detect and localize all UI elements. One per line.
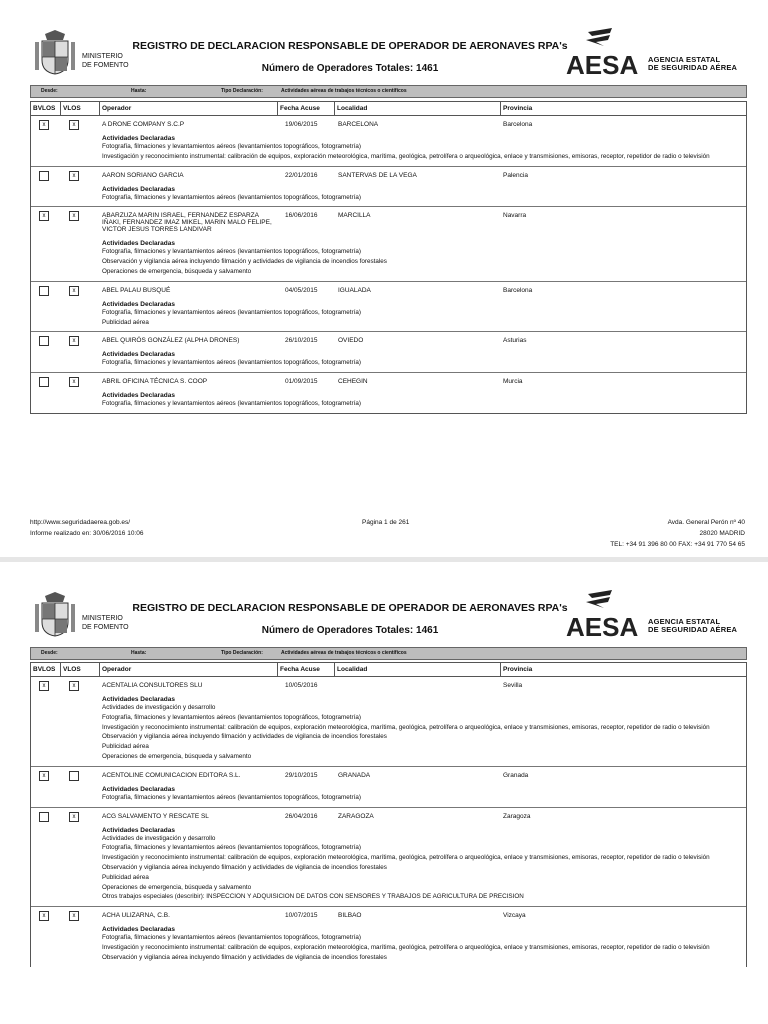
ministry-name: MINISTERIO DE FOMENTO <box>82 615 129 631</box>
filter-hasta: Hasta: <box>131 88 147 94</box>
activity-item: Investigación y reconocimiento instrumental: calibración de equipos, exploración meteorológica, marítima, geológica, petrolífera o arqueológica, enlace y transmisiones, emisoras, receptor, repetidor de radio o televisión <box>102 854 710 862</box>
activities-block <box>102 925 746 961</box>
localidad: BARCELONA <box>338 121 379 128</box>
record-row <box>31 677 746 767</box>
activities-title: Actividades Declaradas <box>102 696 175 703</box>
record-row <box>31 373 746 413</box>
col-fecha: Fecha Acuse <box>278 663 335 676</box>
activity-item: Fotografía, filmaciones y levantamientos aéreos (levantamientos topográficos, fotogrametría) <box>102 248 361 256</box>
activity-item: Fotografía, filmaciones y levantamientos aéreos (levantamientos topográficos, fotogrametría) <box>102 308 361 316</box>
bvlos-checkbox[interactable] <box>39 286 49 296</box>
bvlos-checkbox[interactable] <box>39 812 49 822</box>
records-list <box>30 116 747 414</box>
activities-block <box>102 350 746 367</box>
activity-item: Observación y vigilancia aérea incluyendo filmación y actividades de vigilancia de incendios forestales <box>102 953 387 961</box>
vlos-checkbox[interactable]: x <box>69 120 79 130</box>
vlos-checkbox[interactable] <box>69 771 79 781</box>
footer-address-line2: 28020 MADRID <box>699 530 745 537</box>
localidad: GRANADA <box>338 771 371 779</box>
operator-count: Número de Operadores Totales: 1461 <box>261 625 439 636</box>
filter-tipo-label: Tipo Declaración: <box>221 650 263 656</box>
col-provincia: Provincia <box>503 666 533 673</box>
bvlos-checkbox[interactable]: x <box>39 211 49 221</box>
filter-bar <box>30 647 747 660</box>
localidad: IGUALADA <box>338 286 371 294</box>
activities-block <box>102 826 746 902</box>
aesa-logo-icon <box>566 26 656 76</box>
record-row <box>31 808 746 908</box>
record-row <box>31 167 746 208</box>
operator-name: A DRONE COMPANY S.C.P <box>102 121 185 128</box>
localidad: OVIEDO <box>338 337 364 345</box>
activities-title: Actividades Declaradas <box>102 240 175 248</box>
page-header <box>0 0 768 85</box>
coat-of-arms-icon <box>33 590 77 638</box>
column-header <box>30 101 747 116</box>
activity-item: Actividades de investigación y desarrollo <box>102 704 216 711</box>
filter-bar <box>30 85 747 98</box>
col-localidad: Localidad <box>335 102 501 115</box>
operator-name: ACG SALVAMENTO Y RESCATE SL <box>102 812 209 820</box>
activities-title: Actividades Declaradas <box>102 185 175 193</box>
activities-block <box>102 695 746 761</box>
bvlos-checkbox[interactable]: x <box>39 681 49 691</box>
record-row <box>31 332 746 373</box>
activity-item: Actividades de investigación y desarrollo <box>102 834 216 842</box>
agency-name: AGENCIA ESTATAL DE SEGURIDAD AÉREA <box>648 55 738 72</box>
activity-item: Fotografía, filmaciones y levantamientos aéreos (levantamientos topográficos, fotogrametría) <box>102 934 361 942</box>
record-row <box>31 907 746 966</box>
fecha-acuse: 19/06/2015 <box>285 121 318 128</box>
activities-title: Actividades Declaradas <box>102 785 175 793</box>
activity-item: Fotografía, filmaciones y levantamientos aéreos (levantamientos topográficos, fotogrametría) <box>102 143 361 150</box>
aesa-logo-text: AESA <box>566 50 639 76</box>
activity-item: Operaciones de emergencia, búsqueda y salvamento <box>102 883 252 891</box>
activities-title: Actividades Declaradas <box>102 135 175 142</box>
activities-title: Actividades Declaradas <box>102 300 175 308</box>
provincia: Barcelona <box>503 286 533 294</box>
fecha-acuse: 22/01/2016 <box>285 171 318 179</box>
aesa-logo-icon <box>566 588 656 638</box>
fecha-acuse: 16/06/2016 <box>285 212 318 220</box>
bvlos-checkbox[interactable] <box>39 336 49 346</box>
record-row <box>31 767 746 808</box>
bvlos-checkbox[interactable] <box>39 377 49 387</box>
ministry-name: MINISTERIO DE FOMENTO <box>82 53 129 69</box>
activity-item: Fotografía, filmaciones y levantamientos aéreos (levantamientos topográficos, fotogrametría) <box>102 844 361 852</box>
localidad: CEHEGIN <box>338 378 368 386</box>
operator-name: ABEL PALAU BUSQUÉ <box>102 286 171 294</box>
vlos-checkbox[interactable]: x <box>69 911 79 921</box>
activity-item: Observación y vigilancia aérea incluyendo filmación y actividades de vigilancia de incendios forestales <box>102 258 387 266</box>
record-row <box>31 207 746 281</box>
fecha-acuse: 04/05/2015 <box>285 286 318 294</box>
fecha-acuse: 10/07/2015 <box>285 912 318 920</box>
provincia: Zaragoza <box>503 812 531 820</box>
provincia: Sevilla <box>503 682 523 689</box>
provincia: Palencia <box>503 171 528 179</box>
activities-block <box>102 391 746 408</box>
activities-block <box>102 300 746 327</box>
col-bvlos: BVLOS <box>31 102 61 115</box>
footer-page-number: Página 1 de 261 <box>362 519 410 526</box>
activity-item: Operaciones de emergencia, búsqueda y salvamento <box>102 752 252 760</box>
col-operador: Operador <box>100 102 278 115</box>
operator-name: ACHA ULIZARNA, C.B. <box>102 912 170 920</box>
localidad: SANTERVAS DE LA VEGA <box>338 171 417 179</box>
operator-count: Número de Operadores Totales: 1461 <box>261 63 439 74</box>
operator-name: AARON SORIANO GARCIA <box>102 171 184 179</box>
operator-name: ACENTOLINE COMUNICACION EDITORA S.L. <box>102 771 241 779</box>
vlos-checkbox[interactable]: x <box>69 286 79 296</box>
operator-name: ABEL QUIRÓS GONZÁLEZ (ALPHA DRONES) <box>102 337 240 345</box>
col-fecha: Fecha Acuse <box>278 102 335 115</box>
record-row <box>31 282 746 333</box>
filter-tipo-label: Tipo Declaración: <box>221 88 263 94</box>
fecha-acuse: 26/04/2016 <box>285 812 318 820</box>
activity-item: Fotografía, filmaciones y levantamientos aéreos (levantamientos topográficos, fotogrametría) <box>102 713 361 721</box>
vlos-checkbox[interactable]: x <box>69 171 79 181</box>
provincia: Asturias <box>503 337 527 345</box>
records-list <box>30 677 747 967</box>
report-title: REGISTRO DE DECLARACION RESPONSABLE DE OPERADOR DE AERONAVES RPA's <box>132 602 568 614</box>
operator-name: ABARZUZA MARIN ISRAEL, FERNANDEZ ESPARZA IÑAKI, FERNANDEZ IMAZ MIKEL, MARIN MALO FELIPE, VICTOR JESUS TORRES LANDIVAR <box>102 212 272 234</box>
bvlos-checkbox[interactable] <box>39 171 49 181</box>
col-localidad: Localidad <box>335 663 501 676</box>
vlos-checkbox[interactable]: x <box>69 211 79 221</box>
operator-name: ACENTALIA CONSULTORES SLU <box>102 682 203 689</box>
activities-block <box>102 185 746 202</box>
activities-block <box>102 239 746 275</box>
activity-item: Observación y vigilancia aérea incluyendo filmación y actividades de vigilancia de incendios forestales <box>102 863 387 871</box>
provincia: Granada <box>503 771 529 779</box>
footer-report-date: Informe realizado en: 30/06/2016 10:06 <box>30 530 144 537</box>
filter-desde: Desde: <box>41 88 58 94</box>
localidad: BILBAO <box>338 912 362 920</box>
provincia: Barcelona <box>503 121 533 128</box>
vlos-checkbox[interactable]: x <box>69 336 79 346</box>
activity-item: Publicidad aérea <box>102 873 149 881</box>
provincia: Vizcaya <box>503 912 526 920</box>
column-header <box>30 662 747 677</box>
vlos-checkbox[interactable]: x <box>69 812 79 822</box>
activities-title: Actividades Declaradas <box>102 926 175 934</box>
localidad: ZARAGOZA <box>338 812 374 820</box>
col-vlos: VLOS <box>61 102 100 115</box>
filter-desde: Desde: <box>41 650 58 656</box>
activities-title: Actividades Declaradas <box>102 351 175 359</box>
activities-block <box>102 785 746 802</box>
col-provincia: Provincia <box>503 105 533 112</box>
operator-name: ABRIL OFICINA TÉCNICA S. COOP <box>102 378 208 386</box>
fecha-acuse: 10/05/2016 <box>285 682 318 689</box>
aesa-logo-text: AESA <box>566 612 639 638</box>
footer-phone: TEL: +34 91 396 80 00 FAX: +34 91 770 54 65 <box>610 541 745 548</box>
activity-item: Publicidad aérea <box>102 318 149 326</box>
footer-address-line1: Avda. General Perón nº 40 <box>667 519 745 526</box>
coat-of-arms-icon <box>33 28 77 76</box>
report-page-2 <box>0 562 768 1024</box>
bvlos-checkbox[interactable]: x <box>39 771 49 781</box>
page-header <box>0 562 768 647</box>
activity-item: Fotografía, filmaciones y levantamientos aéreos (levantamientos topográficos, fotogrametría) <box>102 400 361 408</box>
bvlos-checkbox[interactable]: x <box>39 911 49 921</box>
activity-item: Investigación y reconocimiento instrumental: calibración de equipos, exploración meteorológica, marítima, geológica, petrolífera o arqueológica, enlace y transmisiones, emisoras, receptor, repetidor de radio o televisión <box>102 152 710 160</box>
provincia: Navarra <box>503 212 527 220</box>
filter-hasta: Hasta: <box>131 650 147 656</box>
activities-title: Actividades Declaradas <box>102 826 175 834</box>
activity-item: Publicidad aérea <box>102 743 149 751</box>
col-bvlos: BVLOS <box>31 663 61 676</box>
activity-item: Investigación y reconocimiento instrumental: calibración de equipos, exploración meteorológica, marítima, geológica, petrolífera o arqueológica, enlace y transmisiones, emisoras, receptor, repetidor de radio o televisión <box>102 723 710 731</box>
activity-item: Observación y vigilancia aérea incluyendo filmación y actividades de vigilancia de incendios forestales <box>102 733 387 741</box>
bvlos-checkbox[interactable]: x <box>39 120 49 130</box>
footer-url[interactable]: http://www.seguridadaerea.gob.es/ <box>30 519 131 526</box>
activity-item: Fotografía, filmaciones y levantamientos aéreos (levantamientos topográficos, fotogrametría) <box>102 359 361 367</box>
agency-name: AGENCIA ESTATAL DE SEGURIDAD AÉREA <box>648 617 738 634</box>
col-operador: Operador <box>100 663 278 676</box>
col-vlos: VLOS <box>61 663 100 676</box>
vlos-checkbox[interactable]: x <box>69 681 79 691</box>
activity-item: Fotografía, filmaciones y levantamientos aéreos (levantamientos topográficos, fotogrametría) <box>102 793 361 801</box>
activity-item: Otros trabajos especiales (describir): INSPECCION Y ADQUISICION DE DATOS CON SENSORES Y TRABAJOS DE AGRICULTURA DE PRECISION <box>102 893 524 901</box>
record-row <box>31 116 746 167</box>
report-title: REGISTRO DE DECLARACION RESPONSABLE DE OPERADOR DE AERONAVES RPA's <box>132 40 568 52</box>
fecha-acuse: 29/10/2015 <box>285 771 318 779</box>
fecha-acuse: 26/10/2015 <box>285 337 318 345</box>
activity-item: Fotografía, filmaciones y levantamientos aéreos (levantamientos topográficos, fotogrametría) <box>102 193 361 201</box>
provincia: Murcia <box>503 378 523 386</box>
activities-block <box>102 134 746 161</box>
filter-tipo-value: Actividades aéreas de trabajos técnicos o científicos <box>281 88 407 94</box>
vlos-checkbox[interactable]: x <box>69 377 79 387</box>
localidad: MARCILLA <box>338 212 371 220</box>
fecha-acuse: 01/09/2015 <box>285 378 318 386</box>
activity-item: Investigación y reconocimiento instrumental: calibración de equipos, exploración meteorológica, marítima, geológica, petrolífera o arqueológica, enlace y transmisiones, emisoras, receptor, repetidor de radio o televisión <box>102 943 710 951</box>
filter-tipo-value: Actividades aéreas de trabajos técnicos o científicos <box>281 650 407 656</box>
activity-item: Operaciones de emergencia, búsqueda y salvamento <box>102 267 252 275</box>
activities-title: Actividades Declaradas <box>102 392 175 400</box>
